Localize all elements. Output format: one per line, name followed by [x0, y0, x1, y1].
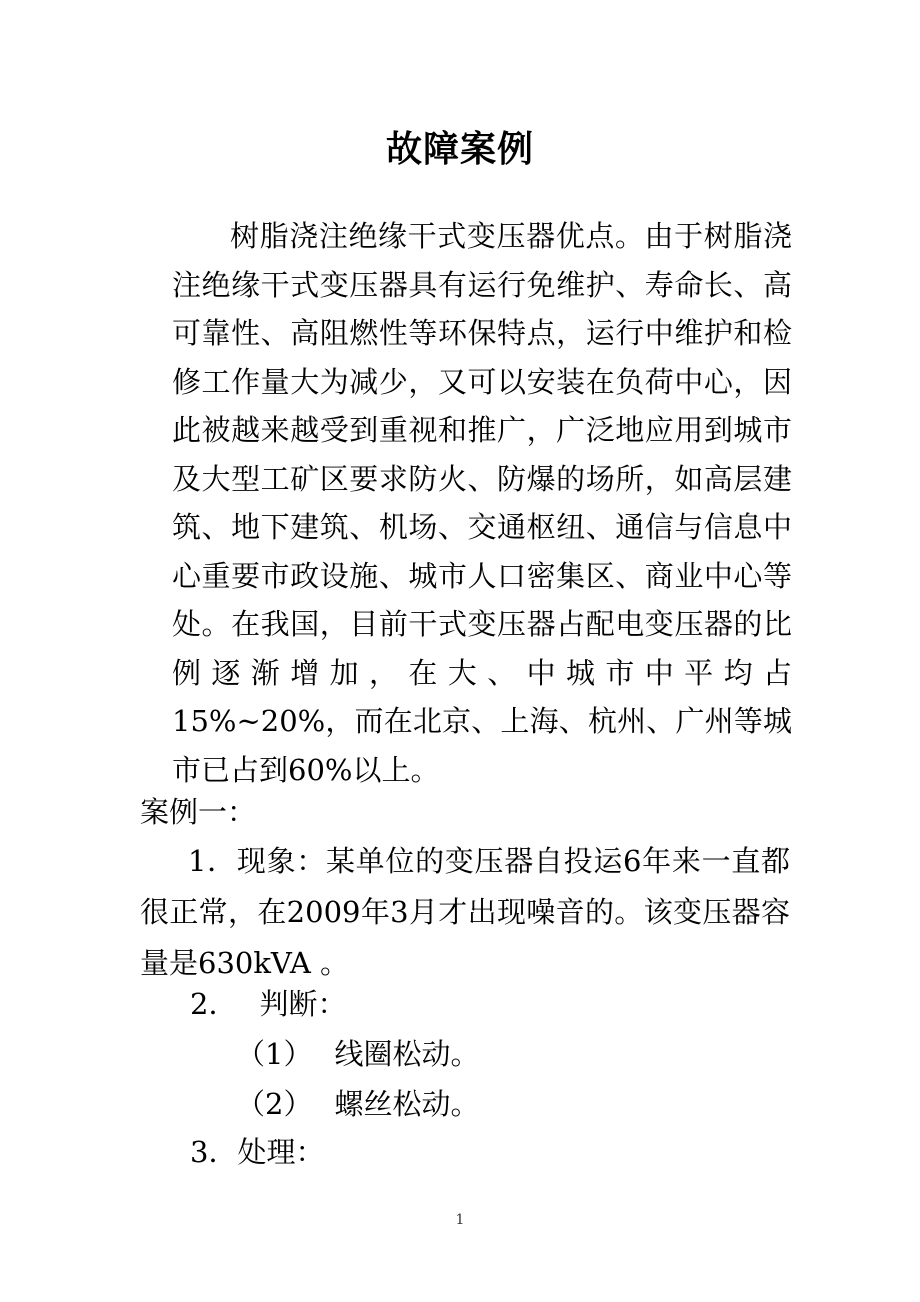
option-marker: （2）: [236, 1087, 313, 1121]
judgment-number: 2．: [190, 987, 238, 1021]
intro-paragraph: 树脂浇注绝缘干式变压器优点。由于树脂浇注绝缘干式变压器具有运行免维护、寿命长、高可靠性、高阻燃性等环保特点，运行中维护和检修工作量大为减少，又可以安装在负荷中心，因此被越来越受到重视和推广，广泛地应用到城市及大型工矿区要求防火、防爆的场所，如高层建筑、地下建筑、机场、交通枢纽、通信与信息中心重要市政设施、城市人口密集区、商业中心等处。在我国，目前干式变压器占配电变压器的比例逐渐增加，在大、中城市中平均占15%~20%，而在北京、上海、杭州、广州等城市已占到60%以上。: [172, 219, 792, 787]
option-marker: （1）: [236, 1037, 313, 1071]
judgment-label: 判断：: [259, 987, 347, 1021]
judgment-heading: [190, 980, 346, 1028]
option-text: 线圈松动。: [334, 1037, 480, 1071]
judgment-option: [236, 1080, 479, 1128]
judgment-option: [236, 1030, 479, 1078]
handling-heading: 3．处理：: [190, 1135, 325, 1169]
page-number: 1: [455, 1212, 465, 1228]
phenomenon-paragraph: 1．现象：某单位的变压器自投运6年来一直都很正常，在2009年3月才出现噪音的。该变压器容量是630kVA 。: [140, 844, 790, 980]
case-heading: 案例一：: [140, 795, 257, 829]
option-text: 螺丝松动。: [334, 1087, 480, 1121]
document-title: 故障案例: [385, 128, 534, 170]
